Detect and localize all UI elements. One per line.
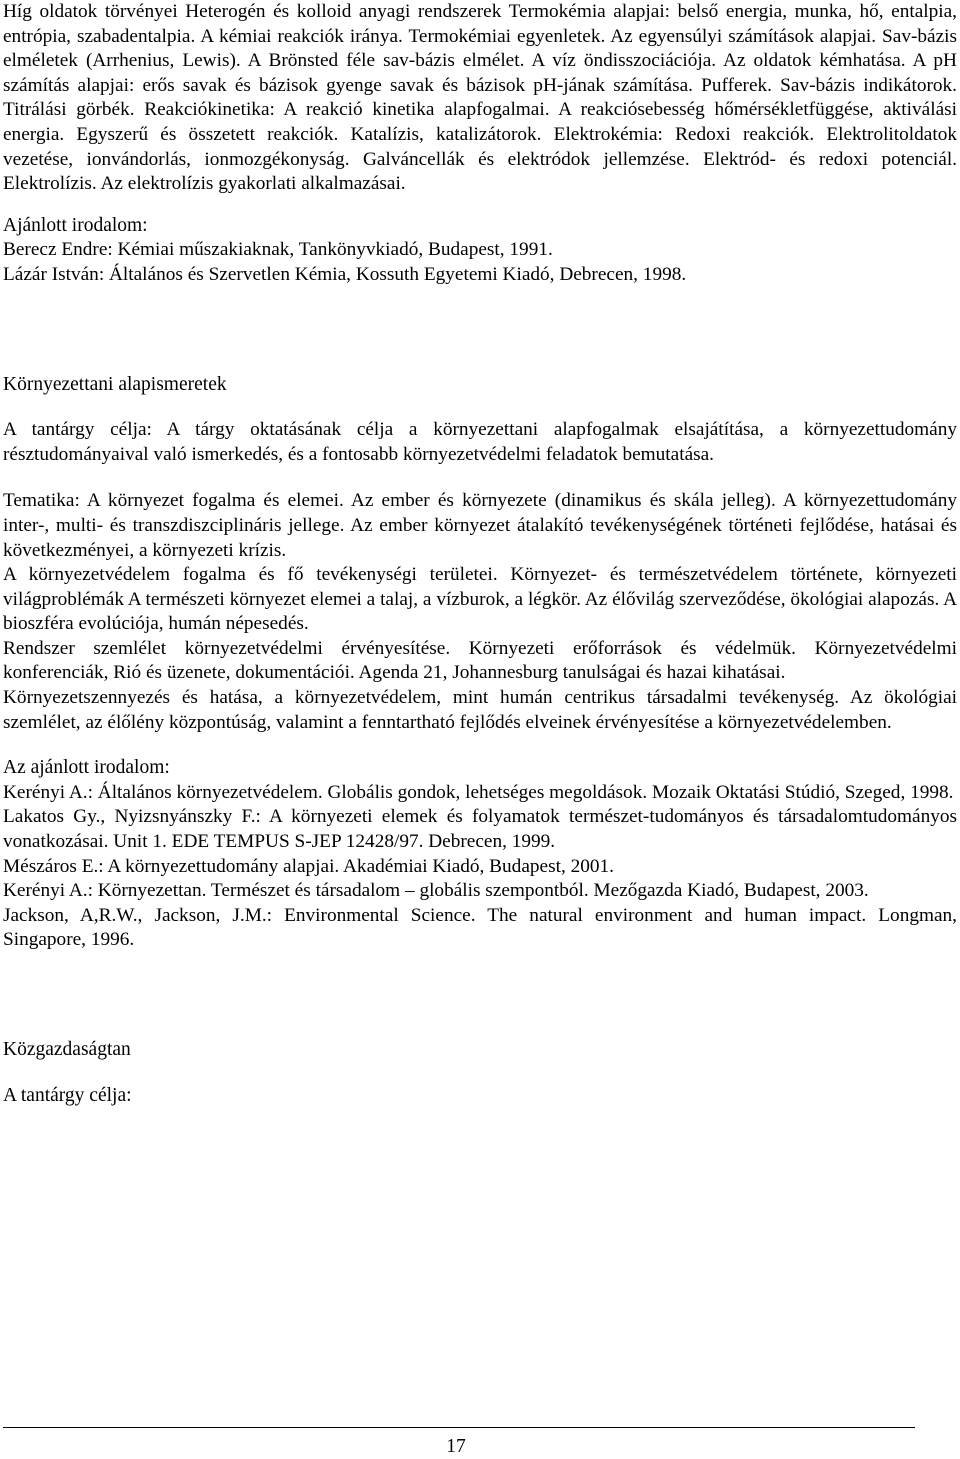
- reference-item: Lázár István: Általános és Szervetlen Kémia, Kossuth Egyetemi Kiadó, Debrecen, 1998.: [3, 263, 687, 285]
- document-page: [3, 0, 957, 1108]
- topics-paragraph: A környezetvédelem fogalma és fő tevékenységi területei. Környezet- és természetvédelem története, környezeti világproblémák A természeti környezet elemei a talaj, a vízburok, a légkör. Az élővilág szerveződése, ökológiai alapozás. A bioszféra evolúciója, humán népesedés.: [3, 564, 957, 635]
- course-aim-paragraph: [3, 418, 957, 467]
- reference-item: Berecz Endre: Kémiai műszakiaknak, Tankönyvkiadó, Budapest, 1991.: [3, 239, 553, 261]
- reference-item: Kerényi A.: Környezettan. Természet és társadalom – globális szempontból. Mezőgazda Kiadó, Budapest, 2003.: [3, 880, 869, 902]
- reference-item: Lakatos Gy., Nyizsnyánszky F.: A környezeti elemek és folyamatok természet-tudományos és társadalomtudományos vonatkozásai. Unit 1. EDE TEMPUS S-JEP 12428/97. Debrecen, 1999.: [3, 806, 957, 853]
- recommended-reading-heading: Az ajánlott irodalom:: [3, 757, 170, 779]
- footer-divider: [3, 1427, 915, 1428]
- reference-item: Kerényi A.: Általános környezetvédelem. Globális gondok, lehetséges megoldások. Mozaik Oktatási Stúdió, Szeged, 1998.: [3, 781, 954, 803]
- topics-text: : A környezet fogalma és elemei. Az ember és környezete (dinamikus és skála jelleg). A környezettudomány inter-, multi- és transzdiszciplináris jellege. Az ember környezet átalakító tevékenységének történeti fejlődése, hatásai és következményei, a környezeti krízis.: [3, 490, 957, 561]
- page-number: 17: [446, 1436, 466, 1457]
- reference-item: Jackson, A,R.W., Jackson, J.M.: Environmental Science. The natural environment and human impact. Longman, Singapore, 1996.: [3, 904, 957, 951]
- course-aim-label: A tantárgy célja:: [3, 419, 152, 441]
- section-title-environment: Környezettani alapismeretek: [3, 373, 227, 395]
- course-aim-text: A tárgy oktatásának célja a környezettani alapfogalmak elsajátítása, a környezettudomány résztudományaival való ismerkedés, és a fontosabb környezetvédelmi feladatok bemutatása.: [3, 419, 958, 465]
- topics-label: Tematika: [3, 490, 75, 512]
- recommended-reading-heading: Ajánlott irodalom:: [3, 214, 148, 236]
- reference-item: Mészáros E.: A környezettudomány alapjai. Akadémiai Kiadó, Budapest, 2001.: [3, 855, 614, 877]
- topics-paragraph: Rendszer szemlélet környezetvédelmi érvényesítése. Környezeti erőforrások és védelmük. Környezetvédelmi konferenciák, Rió és üzenete, dokumentációi. Agenda 21, Johannesburg tanulságai és hazai kihatásai.: [3, 637, 957, 684]
- topics-paragraph: Környezetszennyezés és hatása, a környezetvédelem, mint humán centrikus társadalmi tevékenység. Az ökológiai szemlélet, az élőlény központúság, valamint a fenntartható fejlődés elveinek érvényesítése a környezetvédelemben.: [3, 687, 957, 733]
- chemistry-topics-paragraph: Híg oldatok törvényei Heterogén és kolloid anyagi rendszerek Termokémia alapjai: belső energia, munka, hő, entalpia, entrópia, szabadentalpia. A kémiai reakciók iránya. Termokémiai egyenletek. Az egyensúlyi számítások alapjai. Sav-bázis elméletek (Arrhenius, Lewis). A Brönsted féle sav-bázis elmélet. A víz öndisszociációja. Az oldatok kémhatása. A pH számítás alapjai: erős savak és bázisok gyenge savak és bázisok pH-jának számítása. Pufferek. Sav-bázis indikátorok. Titrálási görbék. Reakciókinetika: A reakció kinetika alapfogalmai. A reakciósebesség hőmérsékletfüggése, aktiválási energia. Egyszerű és összetett reakciók. Katalízis, katalizátorok. Elektrokémia: Redoxi reakciók. Elektrolitoldatok vezetése, ionvándorlás, ionmozgékonyság. Galváncellák és elektródok jellemzése. Elektród- és redoxi potenciál. Elektrolízis. Az elektrolízis gyakorlati alkalmazásai.: [3, 1, 957, 195]
- section-title-economics: Közgazdaságtan: [3, 1039, 131, 1060]
- course-aim-label: A tantárgy célja:: [3, 1084, 132, 1106]
- topics-paragraph: [3, 489, 957, 563]
